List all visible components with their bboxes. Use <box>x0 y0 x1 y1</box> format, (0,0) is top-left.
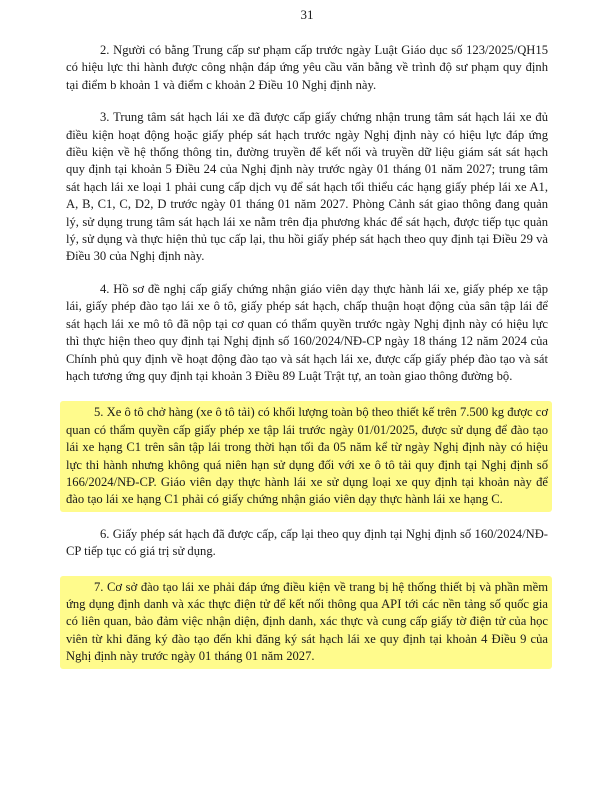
paragraph-3: 3. Trung tâm sát hạch lái xe đã được cấp giấy chứng nhận trung tâm sát hạch lái xe đủ điều kiện hoạt động hoặc giấy phép sát hạch trước ngày Nghị định này có hiệu lực đáp ứng điều kiện về hệ thống thông tin, đường truyền để kết nối và truyền dữ liệu giám sát sát hạch quy định tại khoản 5 Điều 24 của Nghị định này trước ngày 01 tháng 01 năm 2027; trung tâm sát hạch lái xe loại 1 phải cung cấp dịch vụ để sát hạch tối thiểu các hạng giấy phép lái xe A1, A, B, C1, C, D2, D trước ngày 01 tháng 01 năm 2027. Phòng Cảnh sát giao thông đang quản lý, sử dụng trung tâm sát hạch lái xe nằm trên địa phương khác để sát hạch, được tiếp tục quản lý, sử dụng và thực hiện thủ tục cấp lại, thu hồi giấy phép sát hạch theo quy định tại Điều 29 và Điều 30 của Nghị định này. <box>66 110 548 264</box>
paragraph-2: 2. Người có bằng Trung cấp sư phạm cấp trước ngày Luật Giáo dục số 123/2025/QH15 có hiệu lực thi hành được công nhận đáp ứng yêu cầu văn bằng về trình độ sư phạm quy định tại điểm b khoản 1 và điểm c khoản 2 Điều 10 Nghị định này. <box>66 43 548 92</box>
page-number: 31 <box>300 7 314 22</box>
paragraph-5: 5. Xe ô tô chở hàng (xe ô tô tải) có khối lượng toàn bộ theo thiết kế trên 7.500 kg được cơ quan có thẩm quyền cấp giấy phép xe tập lái trước ngày 01/01/2025, được sử dụng để đào tạo lái xe hạng C1 trên sân tập lái trong thời hạn tối đa 05 năm kể từ ngày Nghị định này có hiệu lực thi hành nhưng không quá niên hạn sử dụng đối với xe ô tô tải quy định tại Nghị định số 166/2024/NĐ-CP. Giáo viên dạy thực hành lái xe sử dụng loại xe quy định tại khoản này để đào tạo lái xe hạng C1 phải có giấy chứng nhận giáo viên dạy thực hành lái xe hạng C. <box>66 405 548 507</box>
highlight-block-5 <box>60 401 552 511</box>
paragraph-4: 4. Hồ sơ đề nghị cấp giấy chứng nhận giáo viên dạy thực hành lái xe, giấy phép xe tập lái, giấy phép đào tạo lái xe ô tô, giấy phép sát hạch, chấp thuận hoạt động của sân tập lái để sát hạch lái xe mô tô đã nộp tại cơ quan có thẩm quyền trước ngày Nghị định này có hiệu lực thì thực hiện theo quy định tại Nghị định số 160/2024/NĐ-CP ngày 18 tháng 12 năm 2024 của Chính phủ quy định về hoạt động đào tạo và sát hạch lái xe, được cấp giấy phép đào tạo và sát hạch tương ứng quy định tại khoản 3 Điều 89 Luật Trật tự, an toàn giao thông đường bộ. <box>66 281 548 383</box>
paragraph-7: 7. Cơ sở đào tạo lái xe phải đáp ứng điều kiện về trang bị hệ thống thiết bị và phần mềm ứng dụng định danh và xác thực điện tử để kết nối thông qua API tới các nền tảng số quốc gia có liên quan, bảo đảm việc nhận diện, định danh, xác thực và cung cấp giấy tờ điện tử của học viên từ khi đăng ký đào tạo đến khi đăng ký sát hạch lái xe quy định tại khoản 4 Điều 9 của Nghị định này trước ngày 01 tháng 01 năm 2027. <box>66 579 548 664</box>
highlight-block-7 <box>60 576 552 669</box>
paragraph-6: 6. Giấy phép sát hạch đã được cấp, cấp lại theo quy định tại Nghị định số 160/2024/NĐ-CP tiếp tục có giá trị sử dụng. <box>66 526 548 559</box>
